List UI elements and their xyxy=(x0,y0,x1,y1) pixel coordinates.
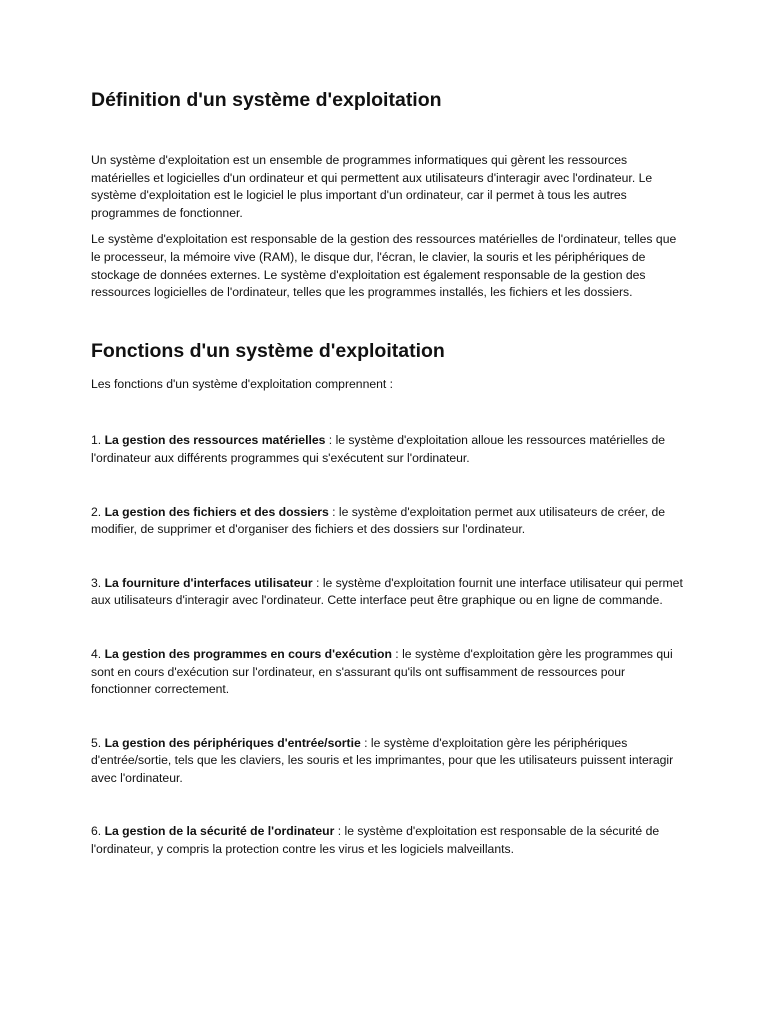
document-body xyxy=(91,84,683,895)
item-title: La fourniture d'interfaces utilisateur xyxy=(104,575,313,590)
item-text: : le système d'exploitation permet aux utilisateurs de créer, de modifier, de supprimer et d'organiser des fichiers et des dossiers sur l'ordinateur. xyxy=(91,504,666,537)
functions-heading: Fonctions d'un système d'exploitation xyxy=(91,339,445,362)
item-text: : le système d'exploitation gère les périphériques d'entrée/sortie, tels que les claviers, les souris et les imprimantes, pour que les utilisateurs puissent interagir avec l'ordinateur. xyxy=(91,735,674,785)
item-text: : le système d'exploitation est responsable de la sécurité de l'ordinateur, y compris la protection contre les virus et les logiciels malveillants. xyxy=(91,824,660,857)
item-text: : le système d'exploitation alloue les ressources matérielles de l'ordinateur aux différents programmes qui s'exécutent sur l'ordinateur. xyxy=(91,433,666,465)
function-item xyxy=(91,504,683,539)
item-title: La gestion de la sécurité de l'ordinateur xyxy=(104,824,335,839)
function-item xyxy=(91,575,683,610)
functions-intro: Les fonctions d'un système d'exploitation comprennent : xyxy=(91,376,394,391)
definition-paragraph: Un système d'exploitation est un ensemble de programmes informatiques qui gèrent les ressources matérielles et logicielles d'un ordinateur et qui permettent aux utilisateurs d'interagir avec l'ordinateur. Le système d'exploitation est le logiciel le plus important d'un ordinateur, car il permet à tous les autres programmes de fonctionner. xyxy=(91,153,653,220)
definition-heading: Définition d'un système d'exploitation xyxy=(91,89,442,111)
item-title: La gestion des programmes en cours d'exécution xyxy=(104,646,392,661)
item-number: 1. xyxy=(91,433,102,448)
item-number: 2. xyxy=(91,504,102,519)
item-number: 6. xyxy=(91,824,102,839)
item-number: 4. xyxy=(91,646,102,661)
item-number: 3. xyxy=(91,575,102,590)
function-item xyxy=(91,646,683,699)
item-title: La gestion des ressources matérielles xyxy=(104,433,326,448)
definition-paragraph: Le système d'exploitation est responsable de la gestion des ressources matérielles de l'ordinateur, telles que le processeur, la mémoire vive (RAM), le disque dur, l'écran, le clavier, la souris et les périphériques de stockage de données externes. Le système d'exploitation est également responsable de la gestion des ressources logicielles de l'ordinateur, telles que les programmes installés, les fichiers et les dossiers. xyxy=(91,232,677,300)
item-number: 5. xyxy=(91,735,102,750)
item-title: La gestion des périphériques d'entrée/sortie xyxy=(104,735,361,750)
function-item xyxy=(91,735,683,788)
item-text: : le système d'exploitation gère les programmes qui sont en cours d'exécution sur l'ordinateur, en s'assurant qu'ils ont suffisamment de ressources pour fonctionner correctement. xyxy=(91,646,673,697)
function-item xyxy=(91,432,683,467)
function-item xyxy=(91,823,683,858)
item-title: La gestion des fichiers et des dossiers xyxy=(104,504,329,519)
item-text: : le système d'exploitation fournit une interface utilisateur qui permet aux utilisateurs d'interagir avec l'ordinateur. Cette interface peut être graphique ou en ligne de commande. xyxy=(91,575,683,608)
